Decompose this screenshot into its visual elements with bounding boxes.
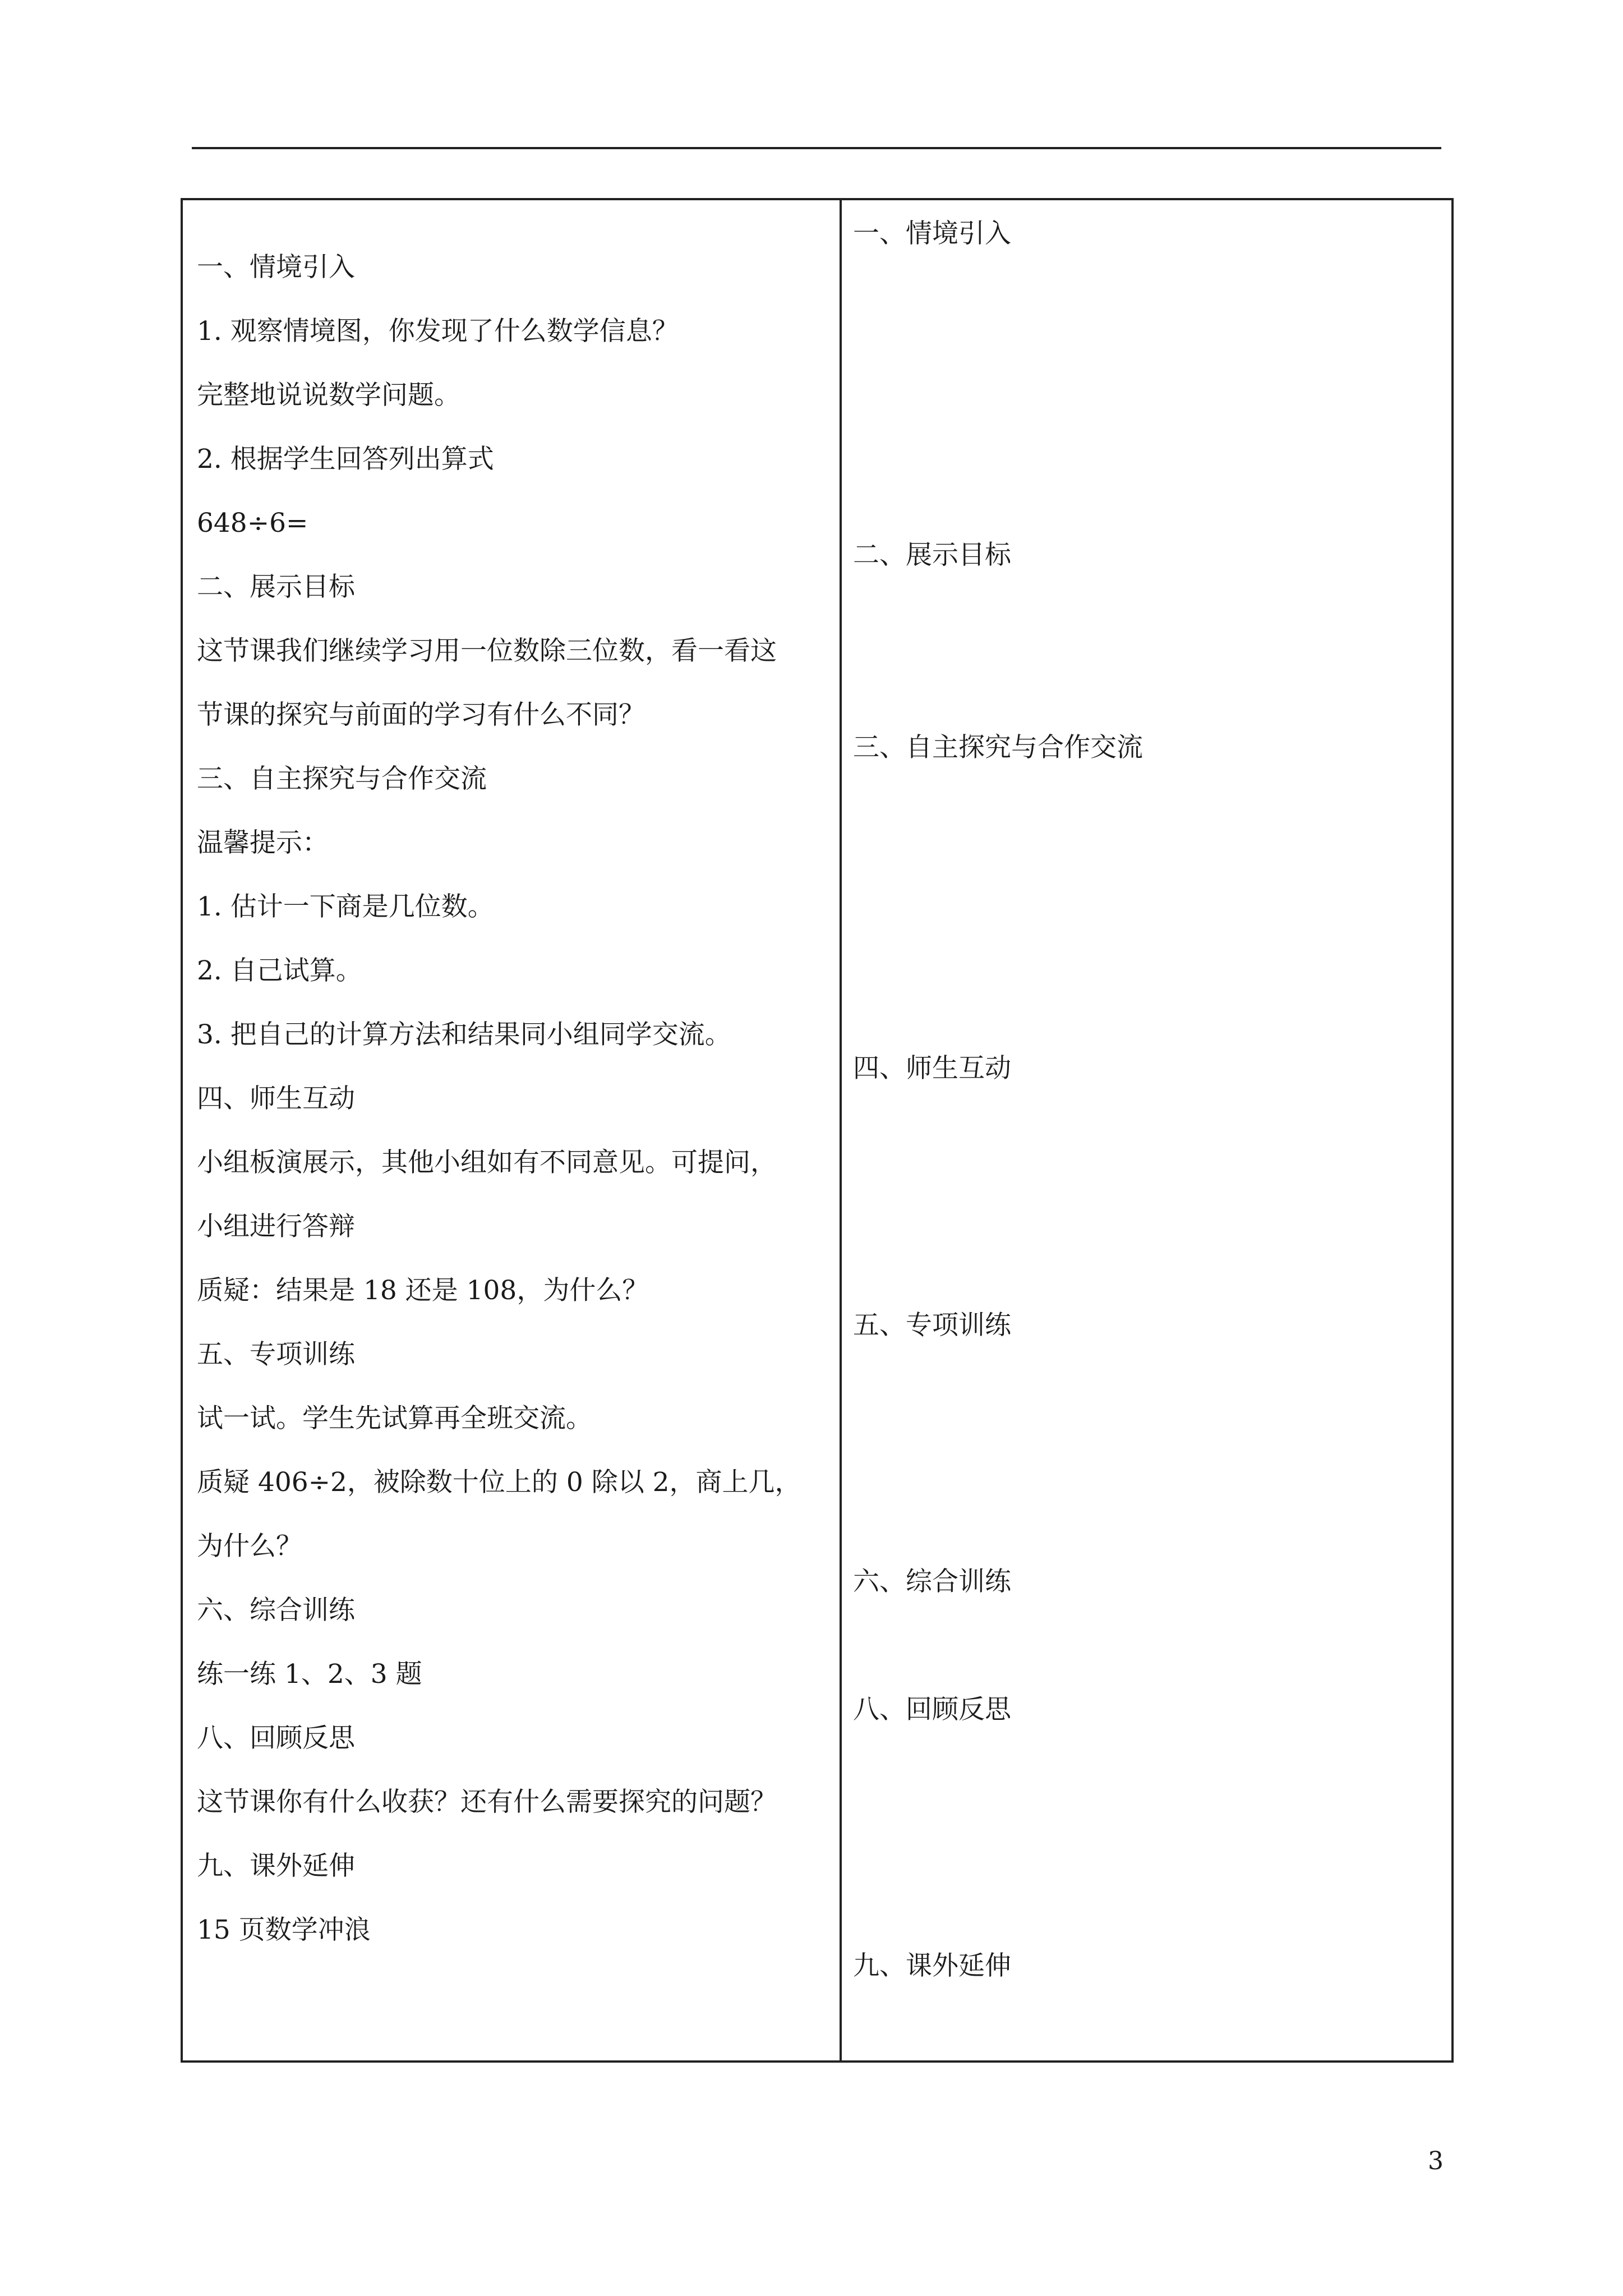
text-line: 练一练 1、2、3 题 — [197, 1659, 422, 1690]
text-line: 这节课你有什么收获？还有什么需要探究的问题？ — [197, 1787, 777, 1818]
section-heading: 六、综合训练 — [853, 1566, 1011, 1597]
section-heading: 九、课外延伸 — [197, 1851, 355, 1881]
section-heading: 八、回顾反思 — [197, 1723, 355, 1754]
text-line: 完整地说说数学问题。 — [197, 380, 460, 411]
section-heading: 四、师生互动 — [853, 1053, 1011, 1084]
text-line: 小组板演展示，其他小组如有不同意见。可提问， — [197, 1147, 777, 1178]
header-rule — [192, 147, 1441, 149]
text-line: 温馨提示： — [197, 827, 329, 858]
section-heading: 一、情境引入 — [853, 218, 1011, 249]
text-line: 试一试。学生先试算再全班交流。 — [197, 1403, 592, 1434]
lesson-table — [181, 198, 1454, 2063]
section-heading: 九、课外延伸 — [853, 1950, 1011, 1981]
section-heading: 五、专项训练 — [853, 1310, 1011, 1341]
section-heading: 五、专项训练 — [197, 1339, 355, 1370]
text-line: 节课的探究与前面的学习有什么不同？ — [197, 700, 645, 730]
page-number: 3 — [1428, 2147, 1444, 2175]
section-heading: 八、回顾反思 — [853, 1694, 1011, 1725]
text-line: 这节课我们继续学习用一位数除三位数，看一看这 — [197, 636, 777, 666]
text-line: 1. 观察情境图，你发现了什么数学信息？ — [197, 316, 679, 347]
text-line: 2. 根据学生回答列出算式 — [197, 444, 494, 475]
text-line: 为什么？ — [197, 1531, 302, 1562]
text-line: 3. 把自己的计算方法和结果同小组同学交流。 — [197, 1019, 731, 1050]
section-heading: 三、自主探究与合作交流 — [853, 732, 1143, 763]
formula-line: 648÷6= — [197, 508, 308, 539]
text-line: 1. 估计一下商是几位数。 — [197, 891, 494, 922]
text-line: 质疑 406÷2，被除数十位上的 0 除以 2，商上几， — [197, 1467, 801, 1498]
text-line: 小组进行答辩 — [197, 1211, 355, 1242]
section-heading: 六、综合训练 — [197, 1595, 355, 1626]
text-line: 质疑：结果是 18 还是 108，为什么？ — [197, 1275, 649, 1306]
section-heading: 一、情境引入 — [197, 252, 355, 283]
column-divider — [840, 200, 842, 2060]
section-heading: 二、展示目标 — [197, 572, 355, 602]
text-line: 2. 自己试算。 — [197, 955, 362, 986]
text-line: 15 页数学冲浪 — [197, 1915, 371, 1945]
section-heading: 三、自主探究与合作交流 — [197, 763, 487, 794]
section-heading: 四、师生互动 — [197, 1083, 355, 1114]
section-heading: 二、展示目标 — [853, 540, 1011, 570]
